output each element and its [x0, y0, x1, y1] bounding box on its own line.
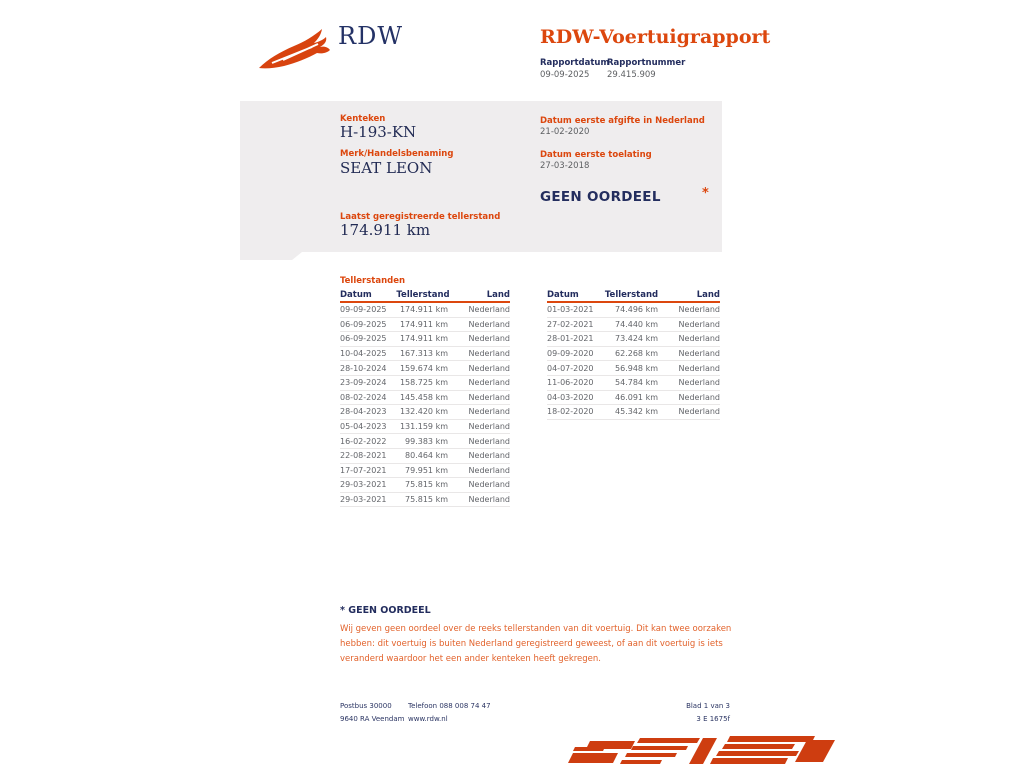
table-row: [547, 318, 720, 333]
cell-tellerstand: 46.091 km: [615, 392, 658, 402]
cell-tellerstand: 75.815 km: [405, 480, 448, 490]
table-row: [547, 303, 720, 318]
cell-datum: 08-02-2024: [340, 392, 387, 402]
cell-tellerstand: 99.383 km: [405, 436, 448, 446]
cell-tellerstand: 158.725 km: [399, 378, 448, 388]
cell-land: Nederland: [678, 392, 720, 402]
cell-land: Nederland: [678, 378, 720, 388]
rdw-bird-logo-icon: [256, 26, 334, 72]
header-land: Land: [696, 290, 720, 300]
table-row: [340, 361, 510, 376]
footer-website: www.rdw.nl: [408, 715, 448, 723]
footer-form-code: 3 E 1675f: [696, 715, 730, 723]
cell-land: Nederland: [678, 319, 720, 329]
cell-land: Nederland: [468, 422, 510, 432]
cell-datum: 18-02-2020: [547, 407, 594, 417]
page-title: RDW-Voertuigrapport: [540, 26, 771, 48]
footer-page-number: Blad 1 van 3: [686, 702, 730, 710]
cell-tellerstand: 145.458 km: [399, 392, 448, 402]
report-number-label: Rapportnummer: [607, 58, 686, 68]
oordeel-asterisk: *: [702, 186, 709, 201]
cell-tellerstand: 62.268 km: [615, 349, 658, 359]
table-row: [340, 493, 510, 508]
footer-address-line2: 9640 RA Veendam: [340, 715, 405, 723]
report-date-value: 09-09-2025: [540, 70, 590, 80]
table-row: [340, 420, 510, 435]
table-row: [340, 376, 510, 391]
footer-phone: Telefoon 088 008 74 47: [408, 702, 491, 710]
footnote-body: Wij geven geen oordeel over de reeks tellerstanden van dit voertuig. Dit kan twee oorzaken hebben: dit voertuig is buiten Nederland geregistreerd geweest, of aan dit voertuig is iets veranderd waardoor het een ander kenteken heeft gekregen.: [340, 624, 732, 664]
header-datum: Datum: [340, 290, 372, 300]
cell-datum: 23-09-2024: [340, 378, 387, 388]
cell-land: Nederland: [468, 349, 510, 359]
cell-datum: 28-10-2024: [340, 363, 387, 373]
cell-datum: 06-09-2025: [340, 334, 387, 344]
header-tellerstand: Tellerstand: [396, 290, 450, 300]
vehicle-summary-panel: [240, 101, 722, 252]
cell-tellerstand: 167.313 km: [399, 349, 448, 359]
tellerstanden-table-right: [547, 290, 720, 420]
eerste-afgifte-value: 21-02-2020: [540, 127, 590, 137]
cell-land: Nederland: [678, 349, 720, 359]
cell-land: Nederland: [468, 407, 510, 417]
cell-land: Nederland: [468, 451, 510, 461]
cell-datum: 10-04-2025: [340, 349, 387, 359]
table-row: [547, 391, 720, 406]
cell-datum: 29-03-2021: [340, 495, 387, 505]
cell-land: Nederland: [468, 334, 510, 344]
oordeel-status: GEEN OORDEEL: [540, 189, 661, 205]
cell-tellerstand: 132.420 km: [399, 407, 448, 417]
header-tellerstand: Tellerstand: [604, 290, 659, 300]
cell-tellerstand: 45.342 km: [615, 407, 658, 417]
report-number-value: 29.415.909: [607, 70, 656, 80]
cell-tellerstand: 75.815 km: [405, 495, 448, 505]
cell-datum: 05-04-2023: [340, 422, 387, 432]
table-row: [340, 318, 510, 333]
footer-address-line1: Postbus 30000: [340, 702, 392, 710]
cell-datum: 09-09-2020: [547, 349, 594, 359]
eerste-toelating-value: 27-03-2018: [540, 161, 590, 171]
cell-land: Nederland: [678, 305, 720, 315]
cell-land: Nederland: [678, 363, 720, 373]
table-row: [340, 405, 510, 420]
laatste-tellerstand-value: 174.911 km: [340, 221, 431, 239]
table-row: [547, 376, 720, 391]
cell-tellerstand: 73.424 km: [615, 334, 658, 344]
cell-land: Nederland: [468, 495, 510, 505]
table-row: [340, 464, 510, 479]
cell-datum: 16-02-2022: [340, 436, 387, 446]
cell-tellerstand: 131.159 km: [399, 422, 448, 432]
table-row: [547, 361, 720, 376]
cell-datum: 04-03-2020: [547, 392, 594, 402]
tellerstanden-table-left: [340, 290, 510, 507]
cell-land: Nederland: [468, 436, 510, 446]
cell-datum: 11-06-2020: [547, 378, 594, 388]
eerste-afgifte-label: Datum eerste afgifte in Nederland: [540, 116, 705, 126]
cell-tellerstand: 79.951 km: [405, 465, 448, 475]
tellerstanden-section-title: Tellerstanden: [340, 276, 406, 286]
cell-datum: 29-03-2021: [340, 480, 387, 490]
cell-land: Nederland: [468, 392, 510, 402]
table-row: [340, 434, 510, 449]
cell-datum: 04-07-2020: [547, 363, 594, 373]
cell-datum: 06-09-2025: [340, 319, 387, 329]
table-body: [547, 303, 720, 420]
cell-tellerstand: 74.496 km: [615, 305, 658, 315]
cell-datum: 27-02-2021: [547, 319, 594, 329]
cell-land: Nederland: [678, 407, 720, 417]
cell-datum: 28-04-2023: [340, 407, 387, 417]
cell-datum: 28-01-2021: [547, 334, 594, 344]
cell-datum: 01-03-2021: [547, 305, 594, 315]
table-header-row: [340, 290, 510, 303]
cell-tellerstand: 56.948 km: [615, 363, 658, 373]
cell-land: Nederland: [468, 363, 510, 373]
cell-datum: 09-09-2025: [340, 305, 387, 315]
table-row: [340, 347, 510, 362]
table-row: [340, 332, 510, 347]
cell-land: Nederland: [468, 465, 510, 475]
cell-tellerstand: 174.911 km: [399, 319, 448, 329]
kenteken-label: Kenteken: [340, 114, 386, 124]
footnote-title: * GEEN OORDEEL: [340, 605, 431, 616]
cell-land: Nederland: [468, 378, 510, 388]
cell-tellerstand: 80.464 km: [405, 451, 448, 461]
table-row: [340, 449, 510, 464]
cell-tellerstand: 174.911 km: [399, 305, 448, 315]
merk-label: Merk/Handelsbenaming: [340, 149, 454, 159]
cell-land: Nederland: [468, 305, 510, 315]
table-body: [340, 303, 510, 507]
table-row: [340, 478, 510, 493]
rdw-logo-text: RDW: [338, 22, 403, 50]
table-row: [340, 391, 510, 406]
cell-tellerstand: 74.440 km: [615, 319, 658, 329]
merk-value: SEAT LEON: [340, 159, 433, 177]
cell-land: Nederland: [678, 334, 720, 344]
header-land: Land: [486, 290, 510, 300]
eerste-toelating-label: Datum eerste toelating: [540, 150, 652, 160]
table-row: [547, 347, 720, 362]
table-row: [547, 405, 720, 420]
cell-land: Nederland: [468, 480, 510, 490]
kenteken-value: H-193-KN: [340, 123, 417, 141]
cell-datum: 22-08-2021: [340, 451, 387, 461]
table-row: [340, 303, 510, 318]
cell-tellerstand: 54.784 km: [615, 378, 658, 388]
laatste-tellerstand-label: Laatst geregistreerde tellerstand: [340, 212, 501, 222]
speed-stripes-graphic-icon: [543, 736, 835, 768]
report-date-label: Rapportdatum: [540, 58, 610, 68]
cell-datum: 17-07-2021: [340, 465, 387, 475]
table-row: [547, 332, 720, 347]
header-datum: Datum: [547, 290, 579, 300]
cell-land: Nederland: [468, 319, 510, 329]
cell-tellerstand: 159.674 km: [399, 363, 448, 373]
cell-tellerstand: 174.911 km: [399, 334, 448, 344]
table-header-row: [547, 290, 720, 303]
